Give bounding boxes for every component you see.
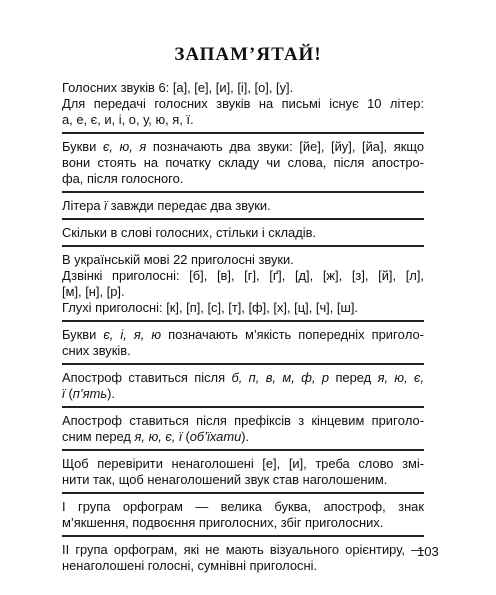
rule-text: Голосних звуків 6: [а], [е], [и], [і], [о], [у]. [62, 80, 294, 95]
rule-block [62, 78, 424, 132]
rule-block [62, 535, 424, 578]
rule-line [62, 386, 424, 402]
rule-text: ненаголошені голосні, сумнівні приголосні. [62, 558, 318, 573]
rule-text: В українській мові 22 приголосні звуки. [62, 252, 294, 267]
rules-list [62, 78, 424, 578]
rule-text: позначають м’якість попередніх пригoло- [161, 327, 424, 342]
rule-text: перед [329, 370, 378, 385]
rule-block [62, 132, 424, 191]
italic-text: є, і, я, ю [103, 327, 162, 342]
rule-text: І група орфограм — велика буква, апостроф, знак [62, 499, 424, 514]
rule-text: Букви [62, 139, 103, 154]
rule-line [62, 456, 424, 472]
rule-line [62, 515, 424, 531]
rule-line [62, 472, 424, 488]
rule-block [62, 363, 424, 406]
rule-text: Букви [62, 327, 104, 342]
rule-block [62, 218, 424, 245]
rule-line [62, 429, 424, 445]
rule-line [62, 499, 424, 515]
rule-block [62, 320, 424, 363]
rule-text: ІІ група орфограм, які не мають візуального орієнтиру, — [62, 542, 424, 557]
rule-block [62, 449, 424, 492]
rule-text: Апостроф ставиться після [62, 370, 232, 385]
page-title: ЗАПАМ’ЯТАЙ! [174, 44, 322, 65]
italic-text: я, ю, є, ї [134, 429, 182, 444]
rule-line [62, 171, 424, 187]
rule-text: позначають два звуки: [йе], [йу], [йа], якщо [146, 139, 424, 154]
rule-line [62, 139, 424, 155]
rule-text: ( [181, 429, 190, 444]
rule-text: ). [241, 429, 250, 444]
rule-line [62, 155, 424, 171]
rule-text: Скільки в слові голосних, стільки і складів. [62, 225, 317, 240]
rule-line [62, 112, 424, 128]
rule-line [62, 225, 424, 241]
rule-block [62, 191, 424, 218]
rule-text: Глухі приголосні: [к], [п], [с], [т], [ф], [х], [ц], [ч], [ш]. [62, 300, 359, 315]
rule-text: [м], [н], [р]. [62, 284, 125, 299]
italic-text: об’їхати [189, 429, 242, 444]
rule-text: вони стоять на початку складу чи слова, після апостро- [62, 155, 424, 170]
rule-line [62, 327, 424, 343]
rule-text: а, е, є, и, і, о, у, ю, я, ї. [62, 112, 194, 127]
rule-line [62, 300, 424, 316]
rule-line [62, 96, 424, 112]
rule-text: Дзвінкі приголосні: [б], [в], [г], [ґ], [д], [ж], [з], [й], [л], [62, 268, 424, 283]
rule-line [62, 542, 424, 558]
rule-block [62, 492, 424, 535]
rule-text: Для передачі голосних звуків на письмі існує 10 літер: [62, 96, 424, 111]
rule-text: сних звуків. [62, 343, 131, 358]
rule-text: ( [64, 386, 73, 401]
page-number: 103 [417, 544, 439, 559]
rule-line [62, 284, 424, 300]
rule-block [62, 406, 424, 449]
rule-line [62, 370, 424, 386]
italic-text: п’ять [72, 386, 108, 401]
rule-block [62, 245, 424, 320]
rule-text: Щоб перевірити ненаголошені [е], [и], треба слово змі- [62, 456, 424, 471]
rule-text: фа, після голосного. [62, 171, 184, 186]
rule-text: ). [107, 386, 115, 401]
italic-text: є, ю, я [102, 139, 147, 154]
rule-line [62, 80, 424, 96]
italic-text: я, ю, є, [377, 370, 425, 385]
rule-line [62, 343, 424, 359]
rule-text: сним перед [62, 429, 135, 444]
rule-line [62, 198, 424, 214]
rule-text: Літера [62, 198, 105, 213]
rule-line [62, 268, 424, 284]
rule-line [62, 413, 424, 429]
rule-text: завжди передає два звуки. [107, 198, 271, 213]
italic-text: ї [104, 198, 108, 213]
rule-line [62, 252, 424, 268]
rule-text: нити так, щоб ненаголошений звук став наголошеним. [62, 472, 388, 487]
italic-text: б, п, в, м, ф, р [231, 370, 330, 385]
rule-line [62, 558, 424, 574]
italic-text: ї [62, 386, 65, 401]
rule-text: м’якшення, подвоєння приголосних, збіг приголосних. [62, 515, 384, 530]
rule-text: Апостроф ставиться після префіксів з кінцевим пригoло- [62, 413, 424, 428]
